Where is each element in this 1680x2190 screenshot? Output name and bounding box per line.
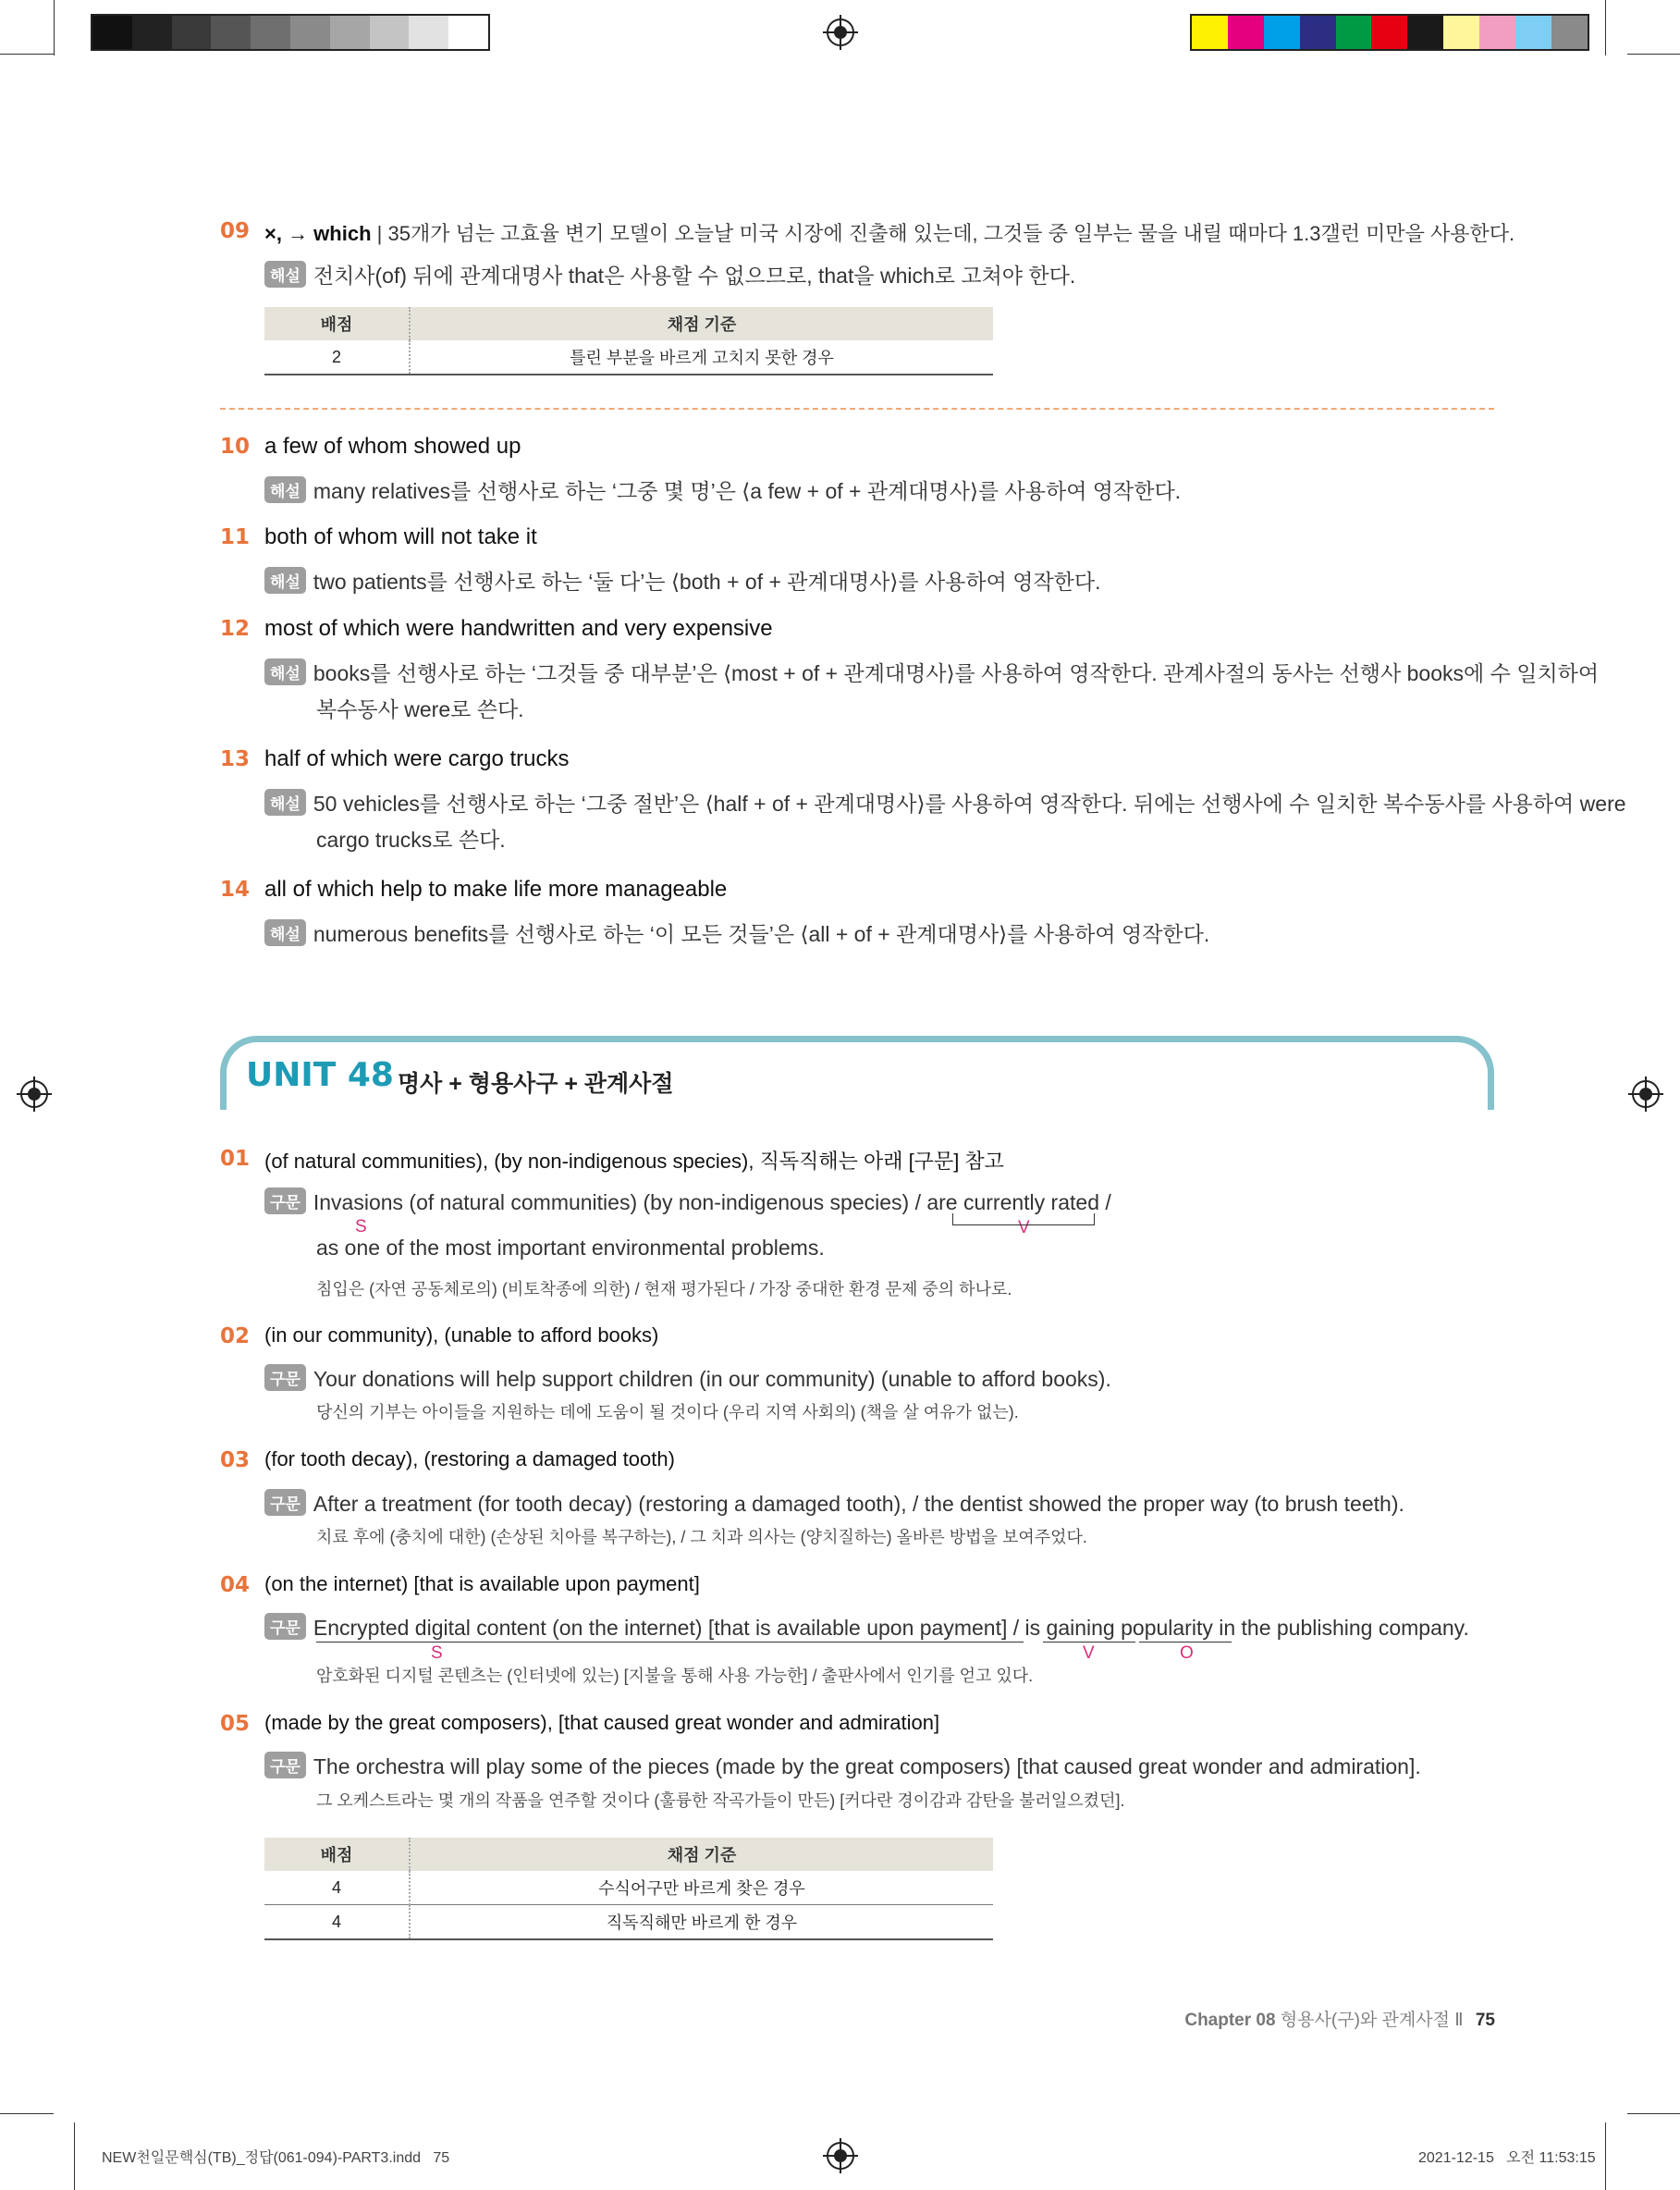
explanation-tag: 해설 bbox=[264, 919, 306, 946]
table-cell: 4 bbox=[264, 1905, 410, 1940]
item-number: 09 bbox=[220, 219, 251, 243]
answer-text: a few of whom showed up bbox=[264, 434, 521, 459]
answer-text: half of which were cargo trucks bbox=[264, 746, 570, 771]
crop-mark bbox=[0, 54, 54, 55]
slug-date: 2021-12-15 오전 11:53:15 bbox=[1418, 2150, 1596, 2166]
table-cell: 2 bbox=[264, 340, 410, 375]
answer-text: (on the internet) [that is available upon payment] bbox=[264, 1572, 700, 1595]
table-row bbox=[264, 1871, 993, 1905]
explanation-tag: 해설 bbox=[264, 567, 306, 594]
chapter-title: 형용사(구)와 관계사절 Ⅱ bbox=[1280, 2011, 1464, 2030]
item-number: 12 bbox=[220, 617, 251, 641]
explanation-tag: 해설 bbox=[264, 789, 306, 816]
scoring-table bbox=[264, 1838, 993, 1940]
crop-mark bbox=[1627, 54, 1680, 55]
color-bar bbox=[1190, 14, 1589, 51]
explanation bbox=[264, 474, 1181, 505]
item-number: 11 bbox=[220, 525, 251, 549]
structure-text: Your donations will help support children (in our community) (unable to afford books). bbox=[313, 1367, 1111, 1391]
table-header: 채점 기준 bbox=[410, 1838, 993, 1871]
page-footer bbox=[1184, 2006, 1495, 2031]
crop-mark bbox=[54, 0, 55, 55]
answer-translation: | 35개가 넘는 고효율 변기 모델이 오늘날 미국 시장에 진출해 있는데, 그것들 중 일부는 물을 내릴 때마다 1.3갤런 미만을 사용한다. bbox=[371, 222, 1515, 245]
structure-text: Invasions (of natural communities) (by non-indigenous species) / are currently rated / bbox=[313, 1190, 1111, 1214]
explanation-text: 전치사(of) 뒤에 관계대명사 that은 사용할 수 없으므로, that을 which로 고쳐야 한다. bbox=[313, 264, 1076, 288]
table-cell: 수식어구만 바르게 찾은 경우 bbox=[410, 1871, 993, 1905]
translation: 암호화된 디지털 콘텐츠는 (인터넷에 있는) [지불을 통해 사용 가능한] / 출판사에서 인기를 얻고 있다. bbox=[316, 1667, 1034, 1685]
item-number: 01 bbox=[220, 1147, 251, 1171]
answer-text: ×, → which bbox=[264, 222, 372, 245]
registration-mark-icon bbox=[20, 1080, 48, 1108]
grayscale-bar bbox=[91, 14, 490, 51]
crop-mark bbox=[1605, 0, 1606, 55]
translation: 침입은 (자연 공동체로의) (비토착종에 의한) / 현재 평가된다 / 가장 중대한 환경 문제 중의 하나로. bbox=[316, 1280, 1012, 1298]
structure-tag: 구문 bbox=[264, 1187, 306, 1214]
crop-mark bbox=[1605, 2122, 1606, 2190]
explanation-text: books를 선행사로 하는 ‘그것들 중 대부분’은 ⟨most + of + 관계대명사⟩를 사용하여 영작한다. 관계사절의 동사는 선행사 books에 수 일치하여 bbox=[313, 661, 1600, 685]
table-row bbox=[264, 1905, 993, 1940]
structure-line bbox=[264, 1752, 1421, 1779]
crop-mark bbox=[74, 2122, 75, 2190]
crop-mark bbox=[1627, 2113, 1680, 2114]
verb-label: V bbox=[1083, 1643, 1095, 1663]
section-divider bbox=[220, 408, 1494, 410]
registration-mark-icon bbox=[827, 18, 854, 46]
unit-title: 명사 + 형용사구 + 관계사절 bbox=[398, 1071, 674, 1097]
item-number: 04 bbox=[220, 1573, 251, 1597]
answer-text: (in our community), (unable to afford books) bbox=[264, 1323, 659, 1347]
unit-label: UNIT 48 bbox=[246, 1056, 394, 1094]
item-number: 03 bbox=[220, 1448, 251, 1472]
structure-text: Encrypted digital content (on the internet) [that is available upon payment] / is gaining popularity in the publishing company. bbox=[313, 1616, 1469, 1640]
answer-text: both of whom will not take it bbox=[264, 524, 537, 549]
item-number: 10 bbox=[220, 435, 251, 459]
verb-label: V bbox=[1018, 1218, 1030, 1237]
page-number: 75 bbox=[1475, 2011, 1495, 2030]
explanation bbox=[264, 657, 1599, 687]
structure-text: After a treatment (for tooth decay) (restoring a damaged tooth), / the dentist showed the proper way (to brush teeth). bbox=[313, 1492, 1404, 1516]
structure-tag: 구문 bbox=[264, 1613, 306, 1640]
answer-text: (for tooth decay), (restoring a damaged tooth) bbox=[264, 1447, 675, 1470]
table-cell: 직독직해만 바르게 한 경우 bbox=[410, 1905, 993, 1940]
structure-line bbox=[264, 1613, 1469, 1641]
answer-text: (made by the great composers), [that caused great wonder and admiration] bbox=[264, 1711, 940, 1734]
item-number: 05 bbox=[220, 1712, 251, 1736]
slug-file: NEW천일문핵심(TB)_정답(061-094)-PART3.indd 75 bbox=[102, 2150, 450, 2166]
table-cell: 4 bbox=[264, 1871, 410, 1905]
explanation-text: two patients를 선행사로 하는 ‘둘 다’는 ⟨both + of + 관계대명사⟩를 사용하여 영작한다. bbox=[313, 570, 1101, 594]
item-number: 14 bbox=[220, 878, 251, 902]
explanation bbox=[264, 565, 1101, 596]
table-row bbox=[264, 340, 993, 375]
structure-tag: 구문 bbox=[264, 1489, 306, 1516]
item-number: 13 bbox=[220, 747, 251, 771]
subject-label: S bbox=[431, 1643, 443, 1663]
subject-label: S bbox=[355, 1217, 367, 1236]
chapter-label: Chapter 08 bbox=[1184, 2011, 1276, 2030]
structure-text: The orchestra will play some of the pieces (made by the great composers) [that caused great wonder and admiration]. bbox=[313, 1754, 1421, 1778]
table-header: 배점 bbox=[264, 1838, 410, 1871]
answer-text: most of which were handwritten and very expensive bbox=[264, 616, 773, 641]
explanation bbox=[264, 787, 1626, 818]
answer-text: (of natural communities), (by non-indigenous species), 직독직해는 아래 [구문] 참고 bbox=[264, 1150, 1004, 1173]
answer-text: all of which help to make life more manageable bbox=[264, 877, 728, 902]
explanation bbox=[264, 917, 1209, 948]
translation: 당신의 기부는 아이들을 지원하는 데에 도움이 될 것이다 (우리 지역 사회의) (책을 살 여유가 없는). bbox=[316, 1403, 1019, 1421]
explanation-text: 50 vehicles를 선행사로 하는 ‘그중 절반’은 ⟨half + of + 관계대명사⟩를 사용하여 영작한다. 뒤에는 선행사에 수 일치한 복수동사를 사용하여 were bbox=[313, 792, 1626, 816]
verb-bracket bbox=[952, 1213, 1095, 1225]
answer-line bbox=[264, 218, 1514, 247]
crop-mark bbox=[0, 2113, 54, 2114]
registration-mark-icon bbox=[827, 2142, 854, 2170]
explanation-continued: 복수동사 were로 쓴다. bbox=[316, 697, 524, 721]
explanation-tag: 해설 bbox=[264, 476, 306, 503]
explanation-tag: 해설 bbox=[264, 261, 306, 288]
table-header: 배점 bbox=[264, 307, 410, 340]
translation: 치료 후에 (충치에 대한) (손상된 치아를 복구하는), / 그 치과 의사는 (양치질하는) 올바른 방법을 보여주었다. bbox=[316, 1528, 1087, 1546]
structure-line bbox=[264, 1364, 1111, 1392]
table-header: 채점 기준 bbox=[410, 307, 993, 340]
translation: 그 오케스트라는 몇 개의 작품을 연주할 것이다 (훌륭한 작곡가들이 만든) [커다란 경이감과 감탄을 불러일으켰던]. bbox=[316, 1791, 1125, 1810]
structure-line bbox=[264, 1187, 1111, 1215]
object-label: O bbox=[1180, 1643, 1194, 1663]
registration-mark-icon bbox=[1632, 1080, 1660, 1108]
explanation-tag: 해설 bbox=[264, 658, 306, 685]
table-cell: 틀린 부분을 바르게 고치지 못한 경우 bbox=[410, 340, 993, 375]
explanation bbox=[264, 259, 1075, 289]
structure-continued: as one of the most important environmental problems. bbox=[316, 1236, 825, 1260]
structure-tag: 구문 bbox=[264, 1752, 306, 1778]
structure-line bbox=[264, 1489, 1404, 1517]
scoring-table bbox=[264, 307, 993, 375]
item-number: 02 bbox=[220, 1324, 251, 1348]
explanation-text: many relatives를 선행사로 하는 ‘그중 몇 명’은 ⟨a few + of + 관계대명사⟩를 사용하여 영작한다. bbox=[313, 479, 1182, 503]
structure-tag: 구문 bbox=[264, 1364, 306, 1391]
explanation-text: numerous benefits를 선행사로 하는 ‘이 모든 것들’은 ⟨all + of + 관계대명사⟩를 사용하여 영작한다. bbox=[313, 922, 1210, 946]
explanation-continued: cargo trucks로 쓴다. bbox=[316, 828, 506, 852]
